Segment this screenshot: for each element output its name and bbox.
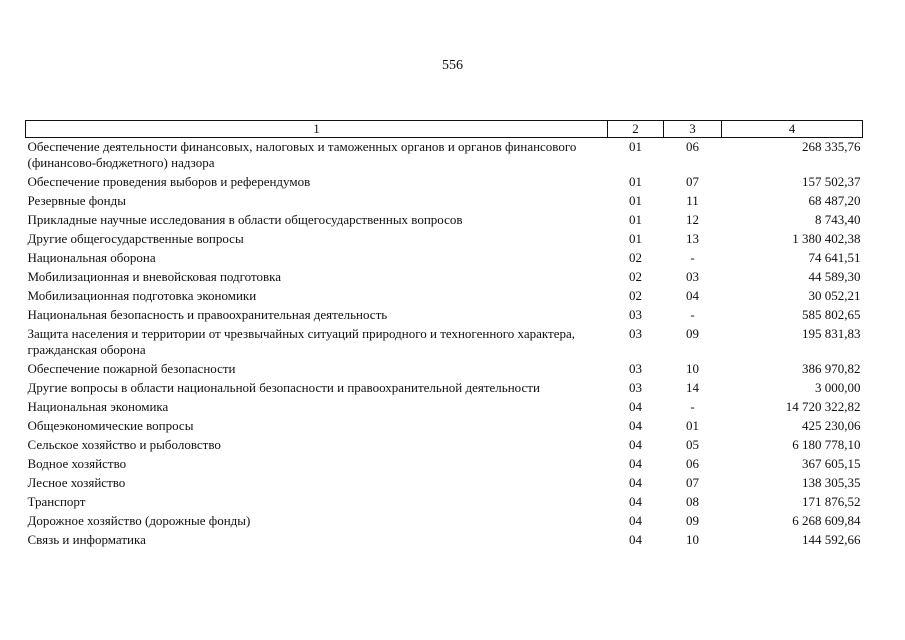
table-row: [26, 325, 863, 360]
row-subsection-cell: 10: [686, 361, 699, 376]
table-row: [26, 417, 863, 436]
row-amount-cell: 14 720 322,82: [785, 399, 861, 414]
row-amount-cell: 195 831,83: [802, 326, 861, 341]
row-amount-cell: 6 180 778,10: [792, 437, 861, 452]
row-section-cell: 04: [629, 418, 642, 433]
table-row: [26, 173, 863, 192]
table-row: [26, 138, 863, 174]
table-row: [26, 398, 863, 417]
row-name-cell: Обеспечение деятельности финансовых, налоговых и таможенных органов и органов финансового (финансово-бюджетного) надзора: [27, 139, 577, 170]
row-name-cell: Мобилизационная подготовка экономики: [27, 288, 257, 303]
row-name-cell: Прикладные научные исследования в области общегосударственных вопросов: [27, 212, 463, 227]
header-col-1: 1: [26, 121, 608, 138]
row-subsection-cell: 06: [686, 139, 699, 154]
budget-table: [25, 120, 863, 550]
row-name-cell: Другие общегосударственные вопросы: [27, 231, 244, 246]
row-section-cell: 01: [629, 212, 642, 227]
table-row: [26, 379, 863, 398]
table-row: [26, 474, 863, 493]
row-amount-cell: 386 970,82: [802, 361, 861, 376]
row-name-cell: Водное хозяйство: [27, 456, 127, 471]
row-section-cell: 04: [629, 399, 642, 414]
table-row: [26, 512, 863, 531]
row-subsection-cell: 09: [686, 326, 699, 341]
row-amount-cell: 144 592,66: [802, 532, 861, 547]
header-col-4: 4: [722, 121, 863, 138]
table-row: [26, 211, 863, 230]
row-subsection-cell: 01: [686, 418, 699, 433]
row-amount-cell: 1 380 402,38: [792, 231, 861, 246]
table-row: [26, 287, 863, 306]
row-name-cell: Лесное хозяйство: [27, 475, 126, 490]
row-amount-cell: 8 743,40: [815, 212, 861, 227]
row-section-cell: 03: [629, 361, 642, 376]
row-subsection-cell: -: [690, 307, 695, 322]
row-section-cell: 04: [629, 494, 642, 509]
row-subsection-cell: 09: [686, 513, 699, 528]
table-row: [26, 531, 863, 550]
table-row: [26, 192, 863, 211]
row-subsection-cell: 05: [686, 437, 699, 452]
row-name-cell: Транспорт: [27, 494, 86, 509]
row-section-cell: 03: [629, 326, 642, 341]
table-row: [26, 360, 863, 379]
row-amount-cell: 585 802,65: [802, 307, 861, 322]
table-row: [26, 436, 863, 455]
table-row: [26, 268, 863, 287]
row-section-cell: 01: [629, 193, 642, 208]
row-section-cell: 03: [629, 380, 642, 395]
row-section-cell: 01: [629, 174, 642, 189]
row-name-cell: Другие вопросы в области национальной безопасности и правоохранительной деятельности: [27, 380, 540, 395]
row-name-cell: Национальная оборона: [27, 250, 156, 265]
row-section-cell: 04: [629, 475, 642, 490]
row-section-cell: 01: [629, 139, 642, 154]
table-row: [26, 493, 863, 512]
row-subsection-cell: -: [690, 250, 695, 265]
row-section-cell: 02: [629, 288, 642, 303]
row-name-cell: Защита населения и территории от чрезвычайных ситуаций природного и техногенного характера, гражданская оборона: [27, 326, 576, 357]
row-subsection-cell: 03: [686, 269, 699, 284]
row-section-cell: 04: [629, 437, 642, 452]
row-amount-cell: 44 589,30: [808, 269, 861, 284]
row-subsection-cell: 11: [686, 193, 699, 208]
row-name-cell: Национальная безопасность и правоохранительная деятельность: [27, 307, 388, 322]
row-amount-cell: 3 000,00: [815, 380, 861, 395]
row-section-cell: 02: [629, 269, 642, 284]
page-number: 556: [442, 58, 463, 73]
row-amount-cell: 171 876,52: [802, 494, 861, 509]
row-name-cell: Дорожное хозяйство (дорожные фонды): [27, 513, 251, 528]
row-name-cell: Общеэкономические вопросы: [27, 418, 194, 433]
row-subsection-cell: -: [690, 399, 695, 414]
row-section-cell: 01: [629, 231, 642, 246]
table-row: [26, 230, 863, 249]
row-subsection-cell: 08: [686, 494, 699, 509]
table-row: [26, 249, 863, 268]
row-amount-cell: 68 487,20: [808, 193, 861, 208]
table-header: [26, 121, 863, 138]
row-subsection-cell: 10: [686, 532, 699, 547]
row-name-cell: Связь и информатика: [27, 532, 146, 547]
row-amount-cell: 268 335,76: [802, 139, 861, 154]
header-row: [26, 121, 863, 138]
row-name-cell: Резервные фонды: [27, 193, 126, 208]
row-subsection-cell: 06: [686, 456, 699, 471]
row-amount-cell: 30 052,21: [808, 288, 861, 303]
row-amount-cell: 74 641,51: [808, 250, 861, 265]
row-name-cell: Сельское хозяйство и рыболовство: [27, 437, 221, 452]
row-name-cell: Национальная экономика: [27, 399, 169, 414]
row-subsection-cell: 04: [686, 288, 699, 303]
row-section-cell: 03: [629, 307, 642, 322]
row-name-cell: Обеспечение пожарной безопасности: [27, 361, 236, 376]
row-amount-cell: 157 502,37: [802, 174, 861, 189]
header-col-2: 2: [608, 121, 664, 138]
row-subsection-cell: 12: [686, 212, 699, 227]
row-section-cell: 04: [629, 456, 642, 471]
row-amount-cell: 6 268 609,84: [792, 513, 861, 528]
row-amount-cell: 138 305,35: [802, 475, 861, 490]
table-row: [26, 306, 863, 325]
row-subsection-cell: 07: [686, 174, 699, 189]
row-subsection-cell: 13: [686, 231, 699, 246]
row-subsection-cell: 07: [686, 475, 699, 490]
table-row: [26, 455, 863, 474]
row-name-cell: Обеспечение проведения выборов и референдумов: [27, 174, 311, 189]
row-section-cell: 02: [629, 250, 642, 265]
table-body: [26, 138, 863, 551]
row-section-cell: 04: [629, 513, 642, 528]
row-section-cell: 04: [629, 532, 642, 547]
header-col-3: 3: [664, 121, 722, 138]
row-amount-cell: 367 605,15: [802, 456, 861, 471]
row-name-cell: Мобилизационная и вневойсковая подготовка: [27, 269, 282, 284]
row-amount-cell: 425 230,06: [802, 418, 861, 433]
row-subsection-cell: 14: [686, 380, 699, 395]
